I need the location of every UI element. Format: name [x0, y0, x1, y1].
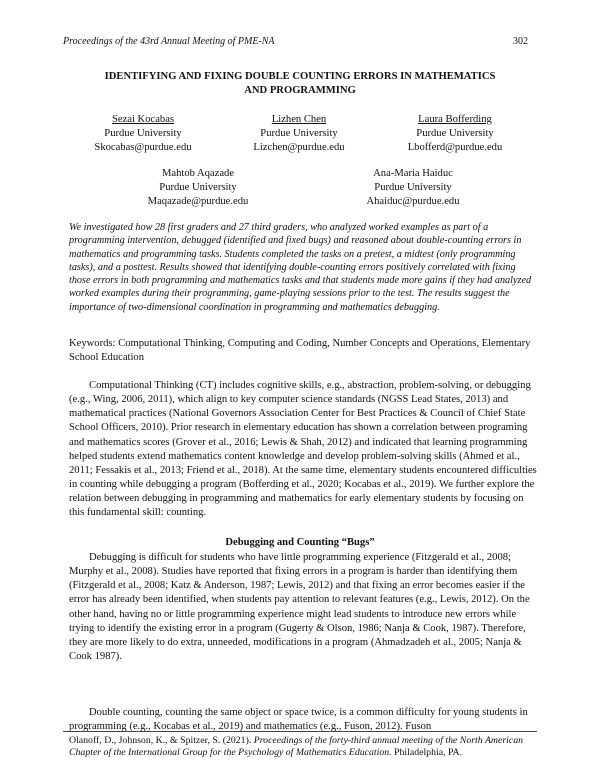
footer-authors: Olanoff, D., Johnson, K., & Spitzer, S. (2021). [69, 735, 254, 746]
title-line-1: IDENTIFYING AND FIXING DOUBLE COUNTING ERRORS IN MATHEMATICS [104, 71, 496, 82]
footer-location: . Philadelphia, PA. [389, 747, 463, 758]
running-header: Proceedings of the 43rd Annual Meeting of PME-NA [63, 36, 275, 47]
page-number: 302 [513, 36, 528, 47]
body-paragraph: Double counting, counting the same object or space twice, is a common difficulty for young students in programming (e.g., Kocabas et al., 2019) and mathematics (e.g., Fuson, 2012). Fuson [69, 707, 528, 733]
author-affiliation: Purdue University [374, 182, 452, 193]
paper-title [63, 70, 537, 98]
author-email: Lbofferd@purdue.edu [407, 142, 503, 153]
author-block [380, 113, 530, 155]
footer-proceedings: Proceedings of the forty-third annual meeting of the North American Chapter of the International Group for the Psychology of Mathematics Education [69, 735, 524, 758]
author-name: Laura Bofferding [418, 114, 492, 125]
author-name: Mahtob Aqazade [161, 168, 235, 179]
author-block [68, 113, 218, 155]
author-block [123, 167, 273, 209]
title-line-2: AND PROGRAMMING [244, 85, 356, 96]
author-email: Ahaiduc@purdue.edu [366, 196, 460, 207]
author-affiliation: Purdue University [260, 128, 338, 139]
author-affiliation: Purdue University [159, 182, 237, 193]
abstract: We investigated how 28 first graders and 27 third graders, who analyzed worked examples as part of a programming intervention, debugged (identified and fixed bugs) and reasoned about double-counting errors in mathematics and programming tasks. Students completed the tasks on a pretest, a midtest (only programming tasks), and a posttest. Results showed that identifying double-counting errors positively correlated with fixing those errors in both programming and mathematics tasks and that students made more gains if they had analyzed worked examples during their programming, game-playing sessions prior to the test. The results suggest the importance of two-dimensional coordination in programming and mathematics debugging. [69, 222, 532, 313]
author-email: Skocabas@purdue.edu [94, 142, 192, 153]
author-affiliation: Purdue University [416, 128, 494, 139]
body-paragraph: Debugging is difficult for students who have little programming experience (Fitzgerald et al., 2008; Murphy et al., 2008). Studies have reported that fixing errors in a program is harder than identifying them (Fitzgerald et al., 2008; Katz & Anderson, 1987; Lewis, 2012) and that fixing an error becomes easier if the error has already been identified, when students pay attention to relevant features (e.g., Lewis, 2012). On the other hand, having no or little programming experience might lead students to introduce new errors while trying to identify the existing error in a program (Gugerty & Olson, 1986; Nanja & Cook, 1987). Therefore, they are more likely to do extra, unneeded, modifications in a program (Ahmadzadeh et al., 2005; Nanja & Cook 1987). [69, 552, 530, 663]
author-block [224, 113, 374, 155]
author-block [338, 167, 488, 209]
author-name: Lizhen Chen [271, 114, 327, 125]
author-email: Lizchen@purdue.edu [253, 142, 345, 153]
author-name: Ana-Maria Haiduc [373, 168, 453, 179]
keywords: Keywords: Computational Thinking, Computing and Coding, Number Concepts and Operations, Elementary School Education [69, 338, 531, 363]
citation-footer [69, 735, 539, 759]
author-affiliation: Purdue University [104, 128, 182, 139]
author-name: Sezai Kocabas [111, 114, 175, 125]
section-heading: Debugging and Counting “Bugs” [225, 537, 375, 548]
author-email: Maqazade@purdue.edu [147, 196, 249, 207]
body-paragraph: Computational Thinking (CT) includes cognitive skills, e.g., abstraction, problem-solving, or debugging (e.g., Wing, 2006, 2011), which align to key computer science standards (NGSS Lead States, 2013) and mathematical practices (National Governors Association Center for Best Practices & Council of Chief State School Officers, 2010). Prior research in elementary education has shown a correlation between programing and mathematics scores (Grover et al., 2016; Lewis & Shah, 2012) and indicated that learning programming helped students extend mathematics content knowledge and develop problem-solving skills (Ahmed et al., 2011; Fessakis et al., 2013; Friend et al., 2018). At the same time, elementary students encountered difficulties in counting while debugging a program (Bofferding et al., 2020; Kocabas et al., 2019). We further explore the relation between debugging in programming and mathematics for early elementary students by focusing on this fundamental skill: counting. [69, 380, 537, 519]
footer-divider [63, 731, 537, 732]
